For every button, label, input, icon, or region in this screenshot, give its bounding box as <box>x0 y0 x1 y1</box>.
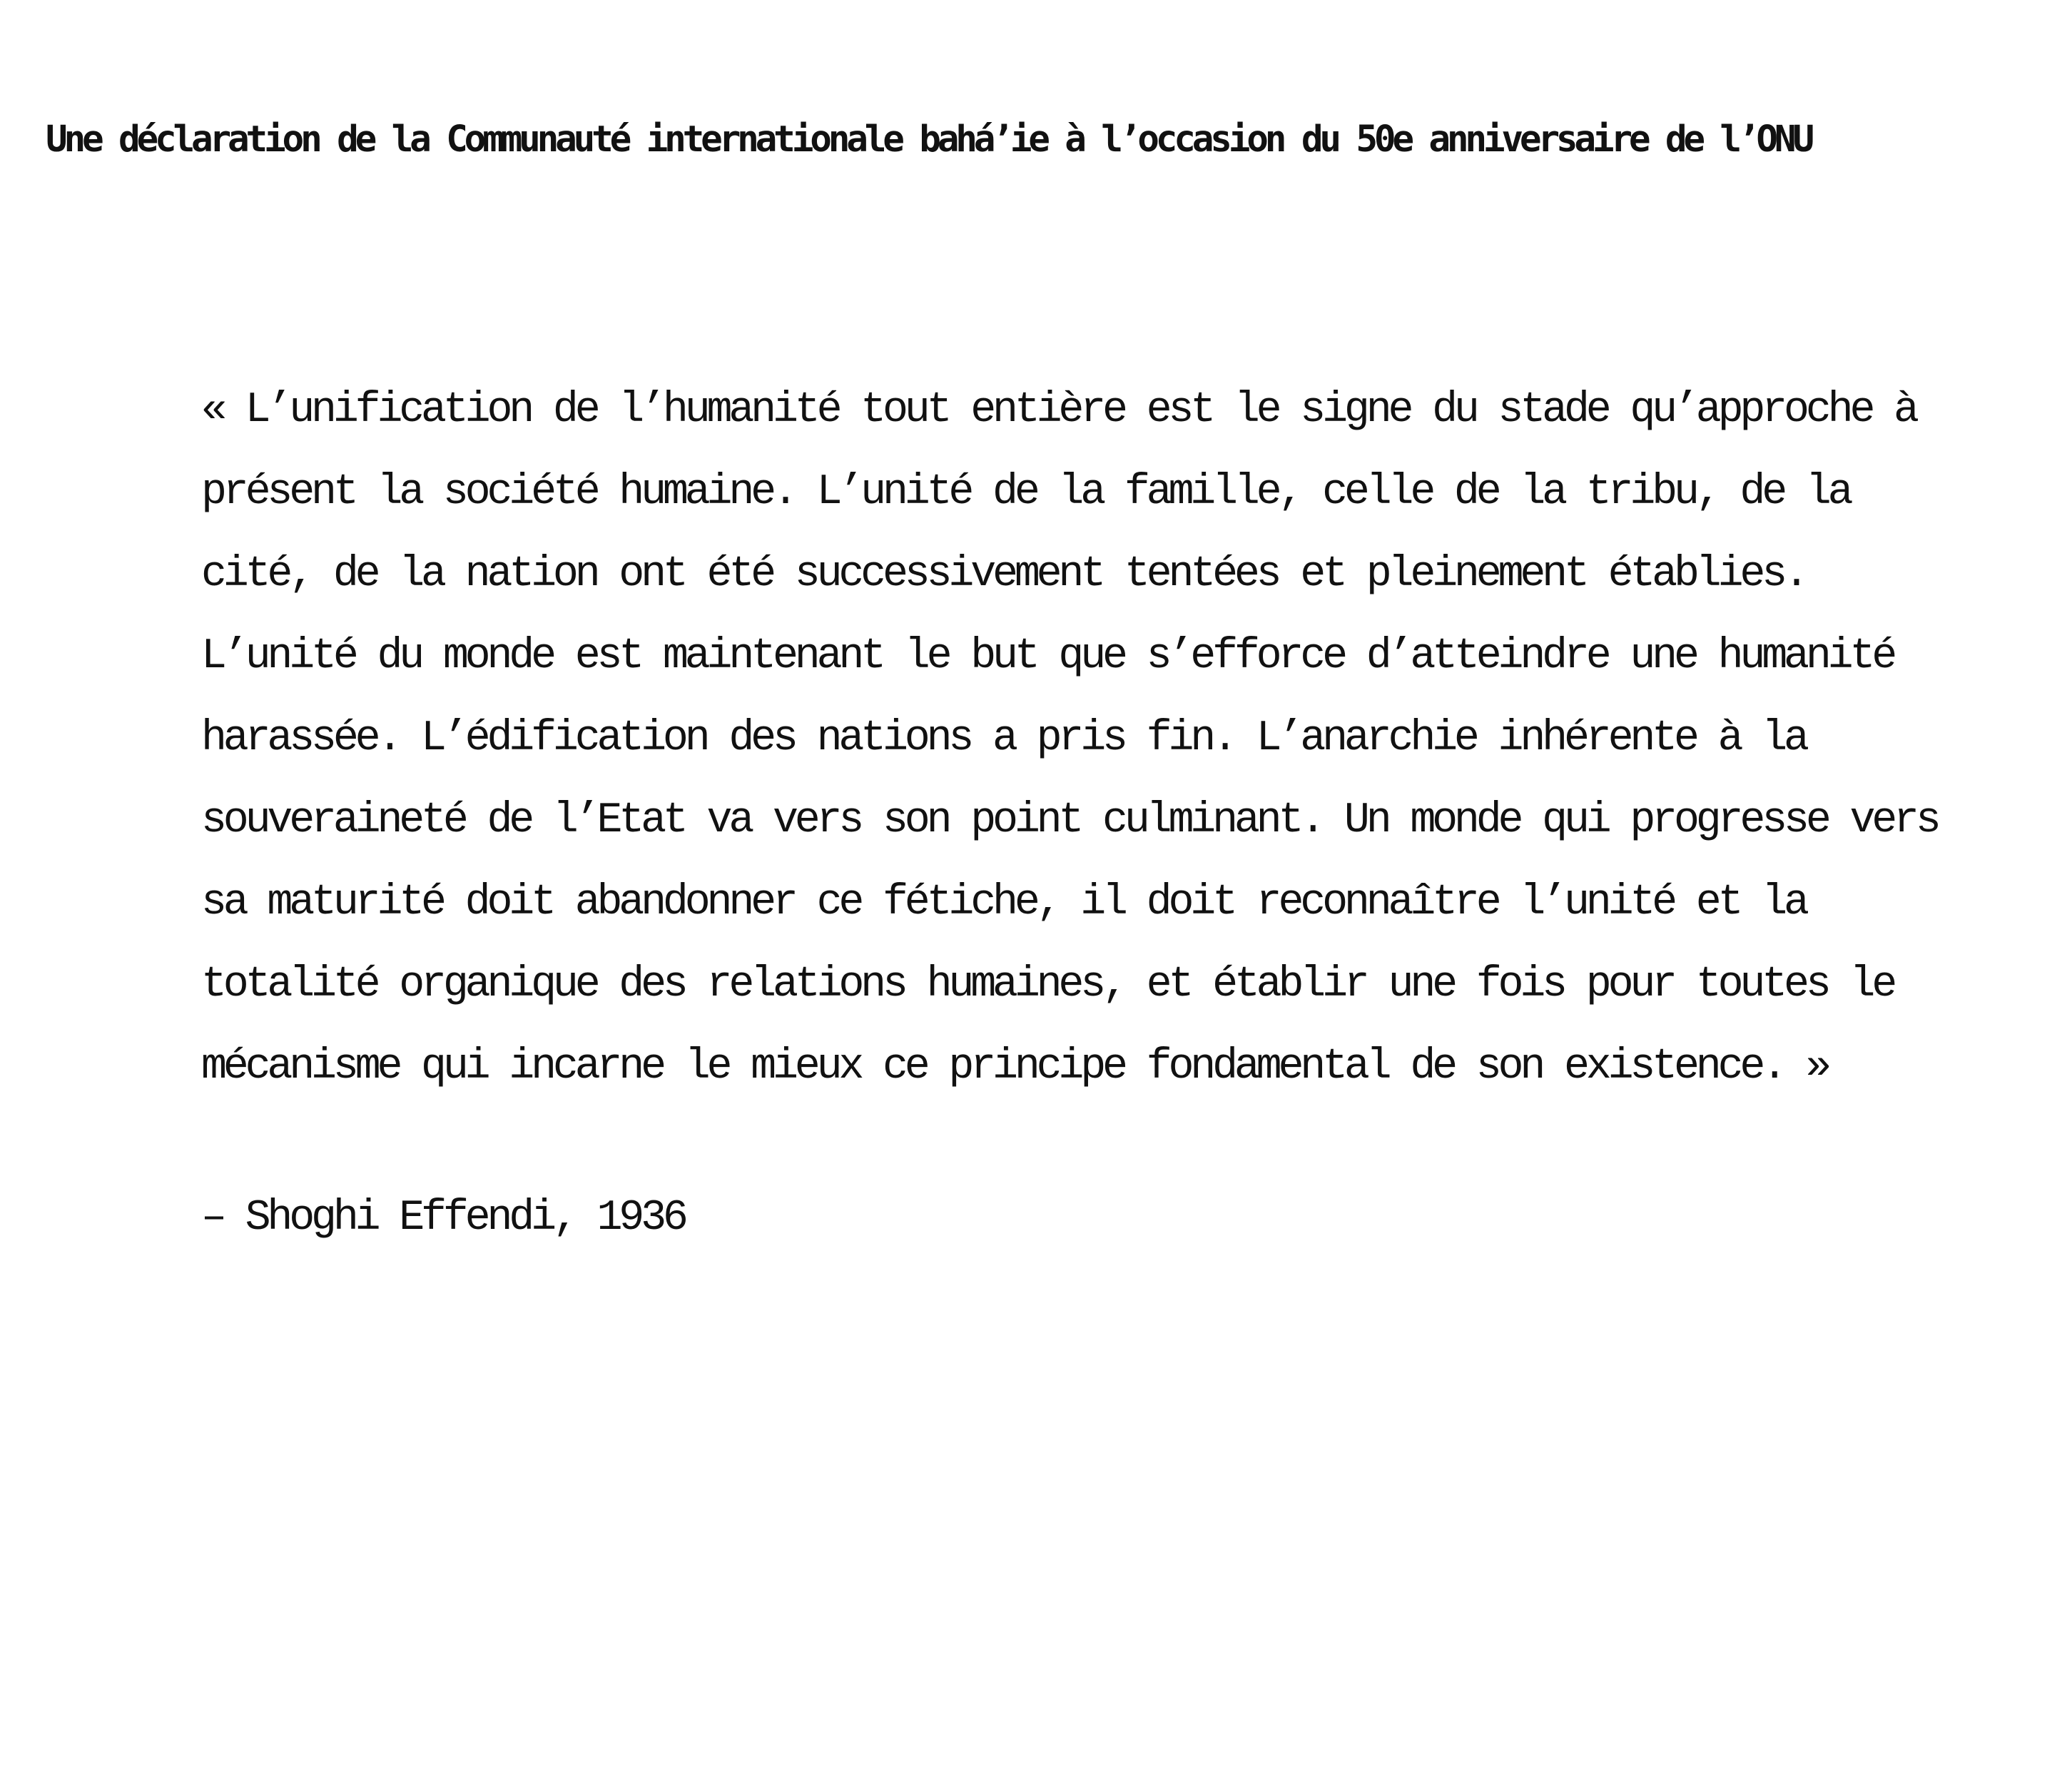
quote-line: sa maturité doit abandonner ce fétiche, il doit reconnaître l’unité et la <box>201 879 1806 927</box>
quote-line: présent la société humaine. L’unité de la famille, celle de la tribu, de la <box>201 468 1850 517</box>
quote-line: harassée. L’édification des nations a pris fin. L’anarchie inhérente à la <box>201 714 1806 763</box>
quote-line: « L’unification de l’humanité tout entière est le signe du stade qu’approche à <box>201 386 1916 435</box>
quote-line: souveraineté de l’Etat va vers son point culminant. Un monde qui progresse vers <box>201 796 1938 845</box>
quote-line: cité, de la nation ont été successivement tentées et pleinement établies. <box>201 550 1806 599</box>
quote-line: totalité organique des relations humaines, et établir une fois pour toutes le <box>201 961 1894 1009</box>
document-title: Une déclaration de la Communauté internationale bahá’ie à l’occasion du 50e anniversaire de l’ONU <box>46 118 1811 161</box>
quote-block <box>201 370 1956 1108</box>
quote-attribution: – Shoghi Effendi, 1936 <box>201 1194 685 1242</box>
quote-line: mécanisme qui incarne le mieux ce principe fondamental de son existence. » <box>201 1043 1828 1091</box>
quote-line: L’unité du monde est maintenant le but que s’efforce d’atteindre une humanité <box>201 632 1894 681</box>
